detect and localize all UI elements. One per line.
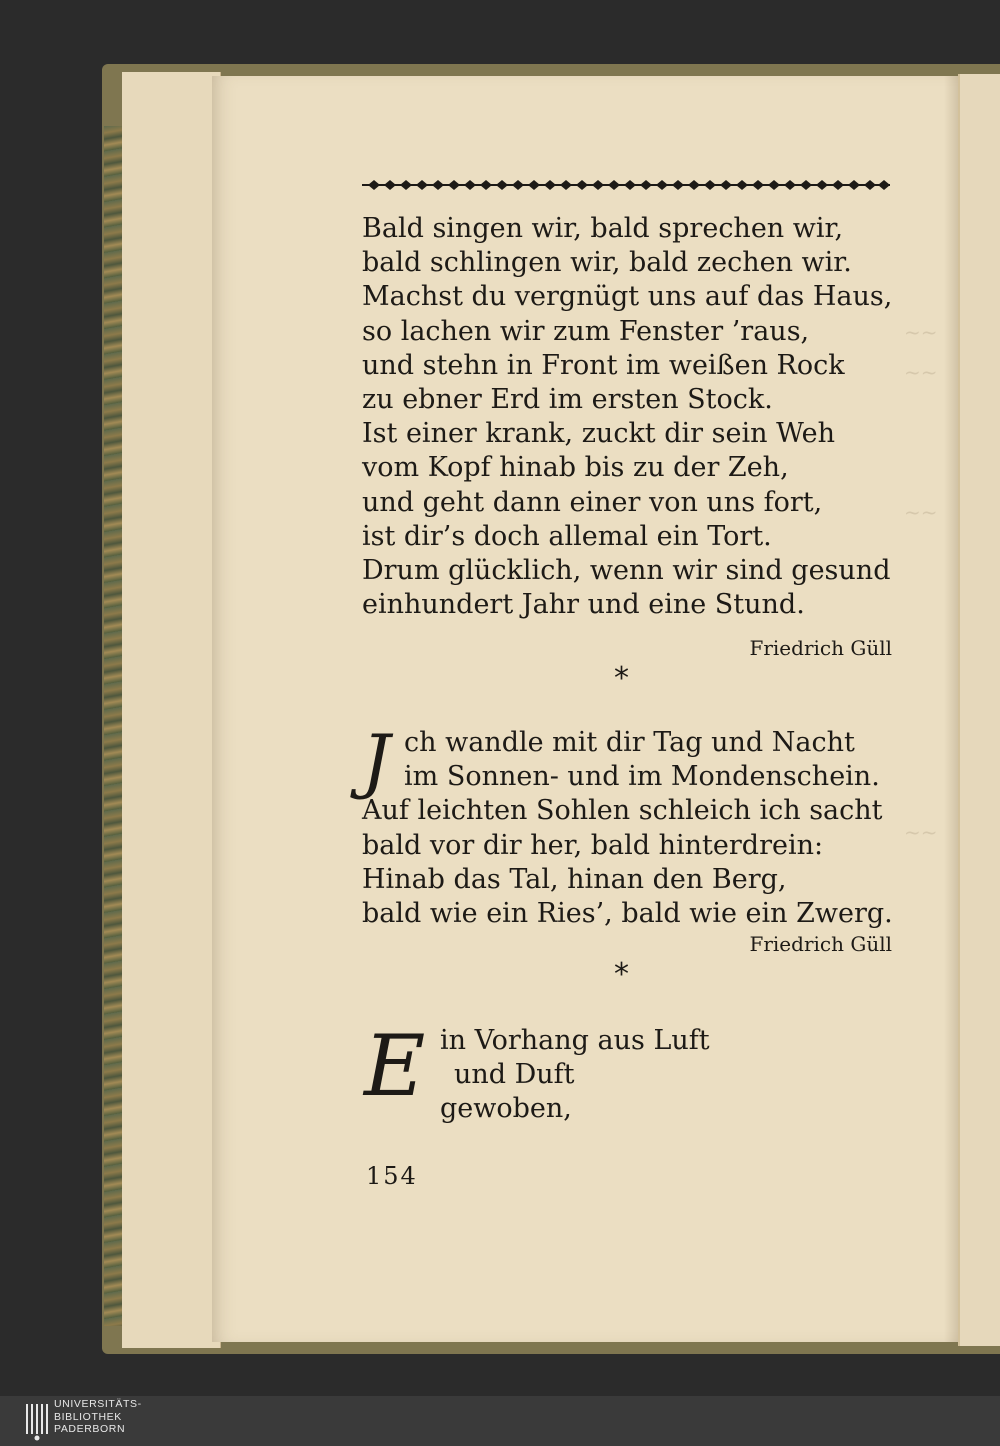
- library-logo-text: [54, 1398, 142, 1436]
- decorative-rule-icon: [362, 178, 890, 192]
- library-logo-icon: [24, 1402, 50, 1442]
- poem-line: Drum glücklich, wenn wir sind gesund: [362, 555, 891, 587]
- poem-line: einhundert Jahr und eine Stund.: [362, 589, 805, 621]
- logo-line: UNIVERSITÄTS-: [54, 1398, 142, 1410]
- poem-line: bald vor dir her, bald hinterdrein:: [362, 829, 824, 861]
- poem-line: und stehn in Front im weißen Rock: [362, 349, 845, 381]
- poem-line: ist dir’s doch allemal ein Tort.: [362, 520, 772, 552]
- drop-initial: J: [362, 720, 391, 802]
- poem-line: vom Kopf hinab bis zu der Zeh,: [362, 452, 789, 484]
- library-footer-bar: [0, 1396, 1000, 1446]
- separator-asterisk: *: [614, 661, 629, 696]
- poem-line: und geht dann einer von uns fort,: [362, 486, 823, 518]
- drop-initial: E: [364, 1017, 426, 1115]
- poem-line: und Duft: [454, 1059, 575, 1091]
- poem-line: bald schlingen wir, bald zechen wir.: [362, 247, 852, 279]
- poem-line: Auf leichten Sohlen schleich ich sacht: [362, 795, 883, 827]
- marbled-edge: [104, 126, 124, 1326]
- poem-line: Bald singen wir, bald sprechen wir,: [362, 213, 844, 244]
- poem-line: Ist einer krank, zuckt dir sein Weh: [362, 418, 836, 450]
- poem-line: gewoben,: [440, 1093, 572, 1125]
- poem-stanza-1: [362, 212, 892, 622]
- bleed-through: ~~: [904, 820, 938, 844]
- poem-line: bald wie ein Ries’, bald wie ein Zwerg.: [362, 898, 893, 930]
- poem-line: zu ebner Erd im ersten Stock.: [362, 384, 773, 416]
- bleed-through: ~~: [904, 320, 938, 344]
- poem-line: Hinab das Tal, hinan den Berg,: [362, 863, 787, 895]
- bleed-through: ~~: [904, 360, 938, 384]
- poem-line: in Vorhang aus Luft: [440, 1025, 710, 1056]
- poem-author: Friedrich Güll: [749, 932, 892, 956]
- poem-line: Machst du vergnügt uns auf das Haus,: [362, 281, 893, 313]
- poem-line: im Sonnen- und im Mondenschein.: [404, 761, 880, 793]
- separator-asterisk: *: [614, 957, 629, 992]
- poem-line: so lachen wir zum Fenster ’raus,: [362, 315, 810, 347]
- logo-line: PADERBORN: [54, 1423, 126, 1435]
- poem-author: Friedrich Güll: [749, 636, 892, 660]
- poem-stanza-2: [362, 720, 893, 931]
- facing-page-edge: [958, 74, 1000, 1346]
- poem-stanza-3: [440, 1024, 710, 1127]
- poem-line: ch wandle mit dir Tag und Nacht: [404, 727, 855, 758]
- page-number: 154: [366, 1162, 418, 1190]
- bleed-through: ~~: [904, 500, 938, 524]
- logo-line: BIBLIOTHEK: [54, 1410, 122, 1423]
